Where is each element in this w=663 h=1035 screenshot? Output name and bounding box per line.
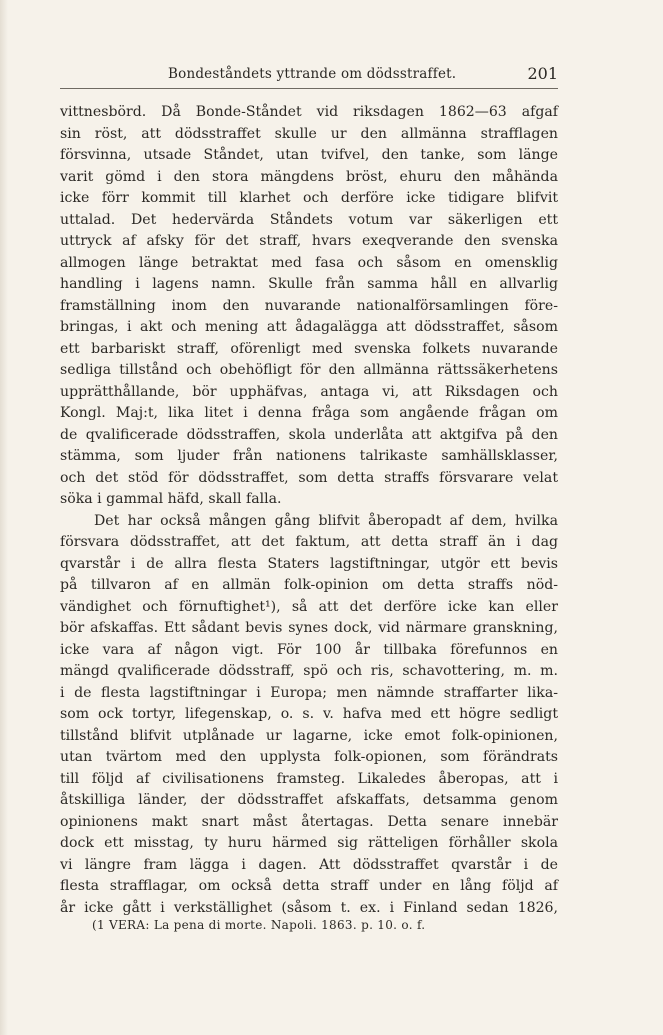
body-text xyxy=(60,102,558,919)
text-line: icke förr kommit till klarhet och derföre icke tidigare blifvit xyxy=(60,190,558,206)
text-line: vi längre fram lägga i dagen. Att dödsstraffet qvarstår i de xyxy=(60,856,558,873)
text-line: uttryck af afsky för det straff, hvars exeqverande den svenska xyxy=(60,233,558,249)
running-title: Bondeståndets yttrande om dödsstraffet. xyxy=(168,66,457,82)
text-line: åtskilliga länder, der dödsstraffet afskaffats, detsamma genom xyxy=(60,792,558,808)
text-line: flesta strafflagar, om också detta straff under en lång följd af xyxy=(60,878,558,894)
text-line: stämma, som ljuder från nationens talrikaste samhällsklasser, xyxy=(60,448,558,464)
text-line: uttalad. Det hedervärda Ståndets votum var säkerligen ett xyxy=(60,211,558,228)
text-line: Det har också mången gång blifvit åberopadt af dem, hvilka xyxy=(94,512,558,529)
text-line: vittnesbörd. Då Bonde-Ståndet vid riksdagen 1862—63 afgaf xyxy=(60,104,558,120)
page-edge-shadow xyxy=(0,0,8,1035)
text-line: bör afskaffas. Ett sådant bevis synes dock, vid närmare granskning, xyxy=(60,620,558,636)
running-head xyxy=(60,64,558,89)
text-line: handling i lagens namn. Skulle från samma håll en allvarlig xyxy=(60,276,558,292)
text-line: ett barbariskt straff, oförenligt med svenska folkets nuvarande xyxy=(60,340,558,357)
text-line: icke vara af någon vigt. För 100 år tillbaka förefunnos en xyxy=(60,641,558,658)
text-line: mängd qvalificerade dödsstraff, spö och ris, schavottering, m. m. xyxy=(60,663,558,679)
text-line: Kongl. Maj:t, lika litet i denna fråga som angående frågan om xyxy=(60,405,558,421)
text-line: försvinna, utsade Ståndet, utan tvifvel, den tanke, som länge xyxy=(60,147,558,163)
text-line: allmogen länge betraktat med fasa och såsom en omensklig xyxy=(60,254,558,271)
text-line: vändighet och förnuftighet¹), så att det derföre icke kan eller xyxy=(60,598,558,615)
text-line: och det stöd för dödsstraffet, som detta straffs försvarare velat xyxy=(60,469,558,486)
text-line: varit gömd i den stora mängdens bröst, ehuru den måhända xyxy=(60,168,558,185)
text-line: år icke gått i verkställighet (såsom t. ex. i Finland sedan 1826, xyxy=(60,899,558,916)
text-line: tillstånd blifvit utplånade ur lagarne, icke emot folk-opinionen, xyxy=(60,727,558,744)
text-line: i de flesta lagstiftningar i Europa; men nämnde straffarter lika- xyxy=(60,684,558,701)
text-line: söka i gammal häfd, skall falla. xyxy=(60,491,282,507)
text-line: som ock tortyr, lifegenskap, o. s. v. hafva med ett högre sedligt xyxy=(60,706,558,722)
text-line: försvara dödsstraffet, att det faktum, att detta straff än i dag xyxy=(60,534,558,550)
text-line: sin röst, att dödsstraffet skulle ur den allmänna strafflagen xyxy=(60,125,558,142)
text-line: de qvalificerade dödsstraffen, skola underlåta att aktgifva på den xyxy=(60,426,558,443)
page-number: 201 xyxy=(527,64,558,83)
footnote: (1 VERA: La pena di morte. Napoli. 1863. p. 10. o. f. xyxy=(92,918,426,932)
text-line: sedliga tillstånd och obehöfligt för den allmänna rättssäkerhetens xyxy=(60,362,558,378)
text-line: upprätthållande, bör upphäfvas, antaga vi, att Riksdagen och xyxy=(60,383,558,400)
text-line: dock ett misstag, ty huru härmed sig rätteligen förhåller skola xyxy=(60,835,558,851)
text-line: framställning inom den nuvarande nationalförsamlingen före- xyxy=(60,297,558,314)
text-line: opinionens makt snart måst återtagas. Detta senare innebär xyxy=(60,813,558,830)
text-line: till följd af civilisationens framsteg. Likaledes åberopas, att i xyxy=(60,770,558,787)
text-line: utan tvärtom med den upplysta folk-opionen, som förändrats xyxy=(60,749,558,765)
text-line: qvarstår i de allra flesta Staters lagstiftningar, utgör ett bevis xyxy=(60,555,558,572)
text-line: bringas, i akt och mening att ådagalägga att dödsstraffet, såsom xyxy=(60,319,558,335)
text-line: på tillvaron af en allmän folk-opinion om detta straffs nöd- xyxy=(60,577,558,593)
